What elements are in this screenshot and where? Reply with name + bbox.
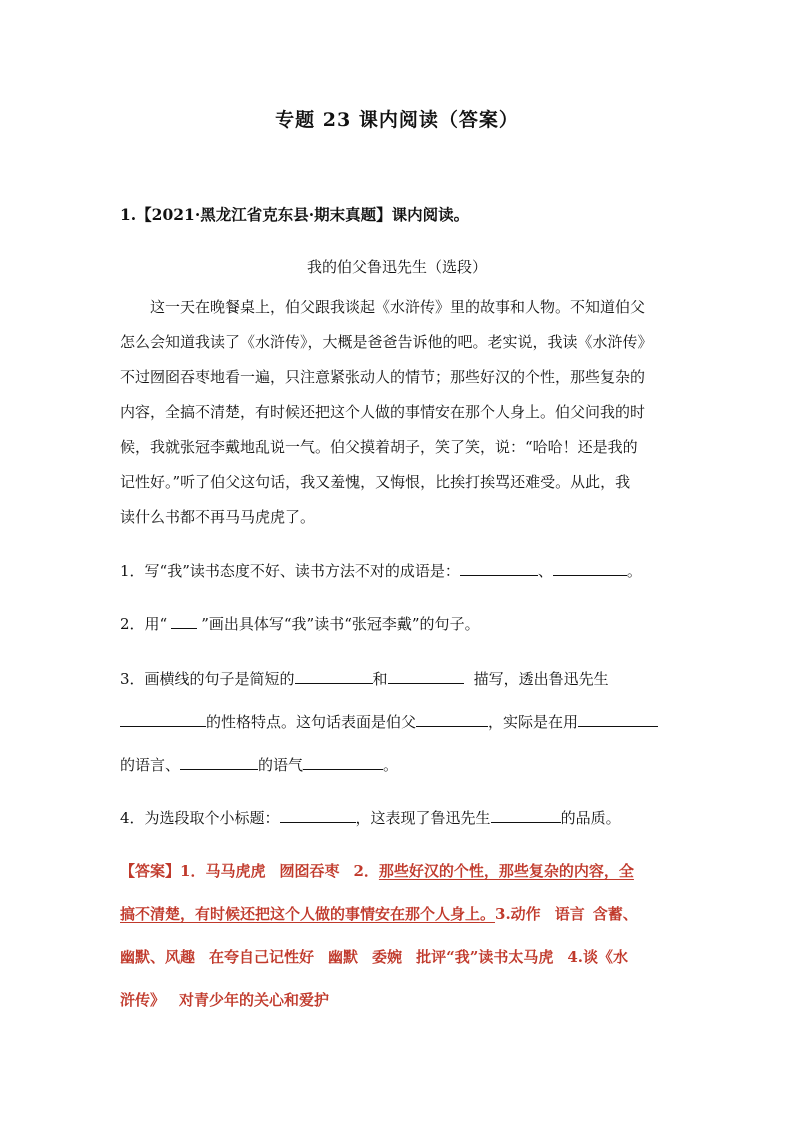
underline-sample xyxy=(171,627,197,629)
question-2-pre: 2．用“ xyxy=(120,615,168,633)
answer-line xyxy=(120,936,680,979)
answer-blank[interactable] xyxy=(388,682,464,684)
answer-text: 4.谈《水 xyxy=(567,948,628,966)
answer-blank[interactable] xyxy=(280,821,356,823)
question-3-line-2 xyxy=(120,711,658,732)
question-3-text: 和 xyxy=(372,670,388,688)
question-3-text: 的性格特点。这句话表面是伯父 xyxy=(206,713,417,731)
answer-text: 幽默、风趣 xyxy=(120,948,196,966)
passage-line: 读什么书都不再马马虎虎了。 xyxy=(120,508,316,526)
answer-text: 含蓄、 xyxy=(592,905,638,923)
answer-text: 对青少年的关心和爱护 xyxy=(179,991,330,1009)
passage-body xyxy=(120,290,676,535)
question-3-text: 的语气 xyxy=(258,756,304,774)
answer-text: 3.动作 xyxy=(495,905,541,923)
answer-blank[interactable] xyxy=(303,768,383,770)
question-3-text: 3．画横线的句子是简短的 xyxy=(120,670,295,688)
question-3-text: ，实际是在用 xyxy=(488,713,579,731)
question-1-sep: 、 xyxy=(537,562,553,580)
page-title: 专题 23 课内阅读（答案） xyxy=(275,109,519,131)
answer-text: 委婉 xyxy=(372,948,403,966)
question-3-line-3 xyxy=(120,754,398,775)
question-4-text: 的品质。 xyxy=(560,809,621,827)
answer-line xyxy=(120,850,680,893)
answer-line xyxy=(120,979,680,1022)
answer-text: 1．马马虎虎 xyxy=(180,862,266,880)
answer-text: 幽默 xyxy=(328,948,359,966)
question-4-text: ，这表现了鲁迅先生 xyxy=(355,809,491,827)
passage-line: 候，我就张冠李戴地乱说一气。伯父摸着胡子，笑了笑，说：“哈哈！还是我的 xyxy=(120,438,638,456)
answer-line xyxy=(120,893,680,936)
question-1 xyxy=(120,560,642,581)
question-2-post: ”画出具体写“我”读书“张冠李戴”的句子。 xyxy=(201,615,480,633)
question-2 xyxy=(120,613,480,634)
answer-text: 语言 xyxy=(554,905,585,923)
passage-line: 内容，全搞不清楚，有时候还把这个人做的事情安在那个人身上。伯父问我的时 xyxy=(120,403,646,421)
answer-text: 囫囵吞枣 xyxy=(279,862,340,880)
answer-blank[interactable] xyxy=(416,725,488,727)
answer-text: 在夸自己记性好 xyxy=(209,948,315,966)
answer-blank[interactable] xyxy=(460,574,538,576)
answer-block xyxy=(120,850,680,1022)
question-3-text: 。 xyxy=(383,756,399,774)
answer-blank[interactable] xyxy=(491,821,561,823)
question-3-text: 的语言、 xyxy=(120,756,181,774)
passage-title: 我的伯父鲁迅先生（选段） xyxy=(306,258,487,276)
passage-line: 不过囫囵吞枣地看一遍，只注意紧张动人的情节；那些好汉的个性，那些复杂的 xyxy=(120,368,646,386)
question-4 xyxy=(120,807,621,828)
passage-line: 记性好。”听了伯父这句话，我又羞愧，又悔恨，比挨打挨骂还难受。从此，我 xyxy=(120,473,631,491)
question-3-text: 描写，透出鲁迅先生 xyxy=(473,670,609,688)
answer-text: 批评“我”读书太马虎 xyxy=(416,948,554,966)
answer-label: 【答案】 xyxy=(120,862,181,880)
answer-text: 2． xyxy=(353,862,379,880)
answer-blank[interactable] xyxy=(295,682,373,684)
question-1-end: 。 xyxy=(626,562,642,580)
question-1-text: 1．写“我”读书态度不好、读书方法不对的成语是： xyxy=(120,562,460,580)
question-4-text: 4．为选段取个小标题： xyxy=(120,809,280,827)
passage-line: 这一天在晚餐桌上，伯父跟我谈起《水浒传》里的故事和人物。不知道伯父 xyxy=(150,298,646,316)
passage-line: 怎么会知道我读了《水浒传》，大概是爸爸告诉他的吧。老实说，我读《水浒传》 xyxy=(120,333,653,351)
question-3-line-1 xyxy=(120,668,609,689)
answer-blank[interactable] xyxy=(578,725,658,727)
answer-underlined: 搞不清楚，有时候还把这个人做的事情安在那个人身上。 xyxy=(120,905,496,923)
answer-blank[interactable] xyxy=(180,768,258,770)
question-header: 1.【2021·黑龙江省克东县·期末真题】课内阅读。 xyxy=(120,205,470,224)
answer-underlined: 那些好汉的个性，那些复杂的内容，全 xyxy=(378,862,634,880)
answer-text: 浒传》 xyxy=(120,991,166,1009)
answer-blank[interactable] xyxy=(553,574,627,576)
answer-blank[interactable] xyxy=(120,725,206,727)
